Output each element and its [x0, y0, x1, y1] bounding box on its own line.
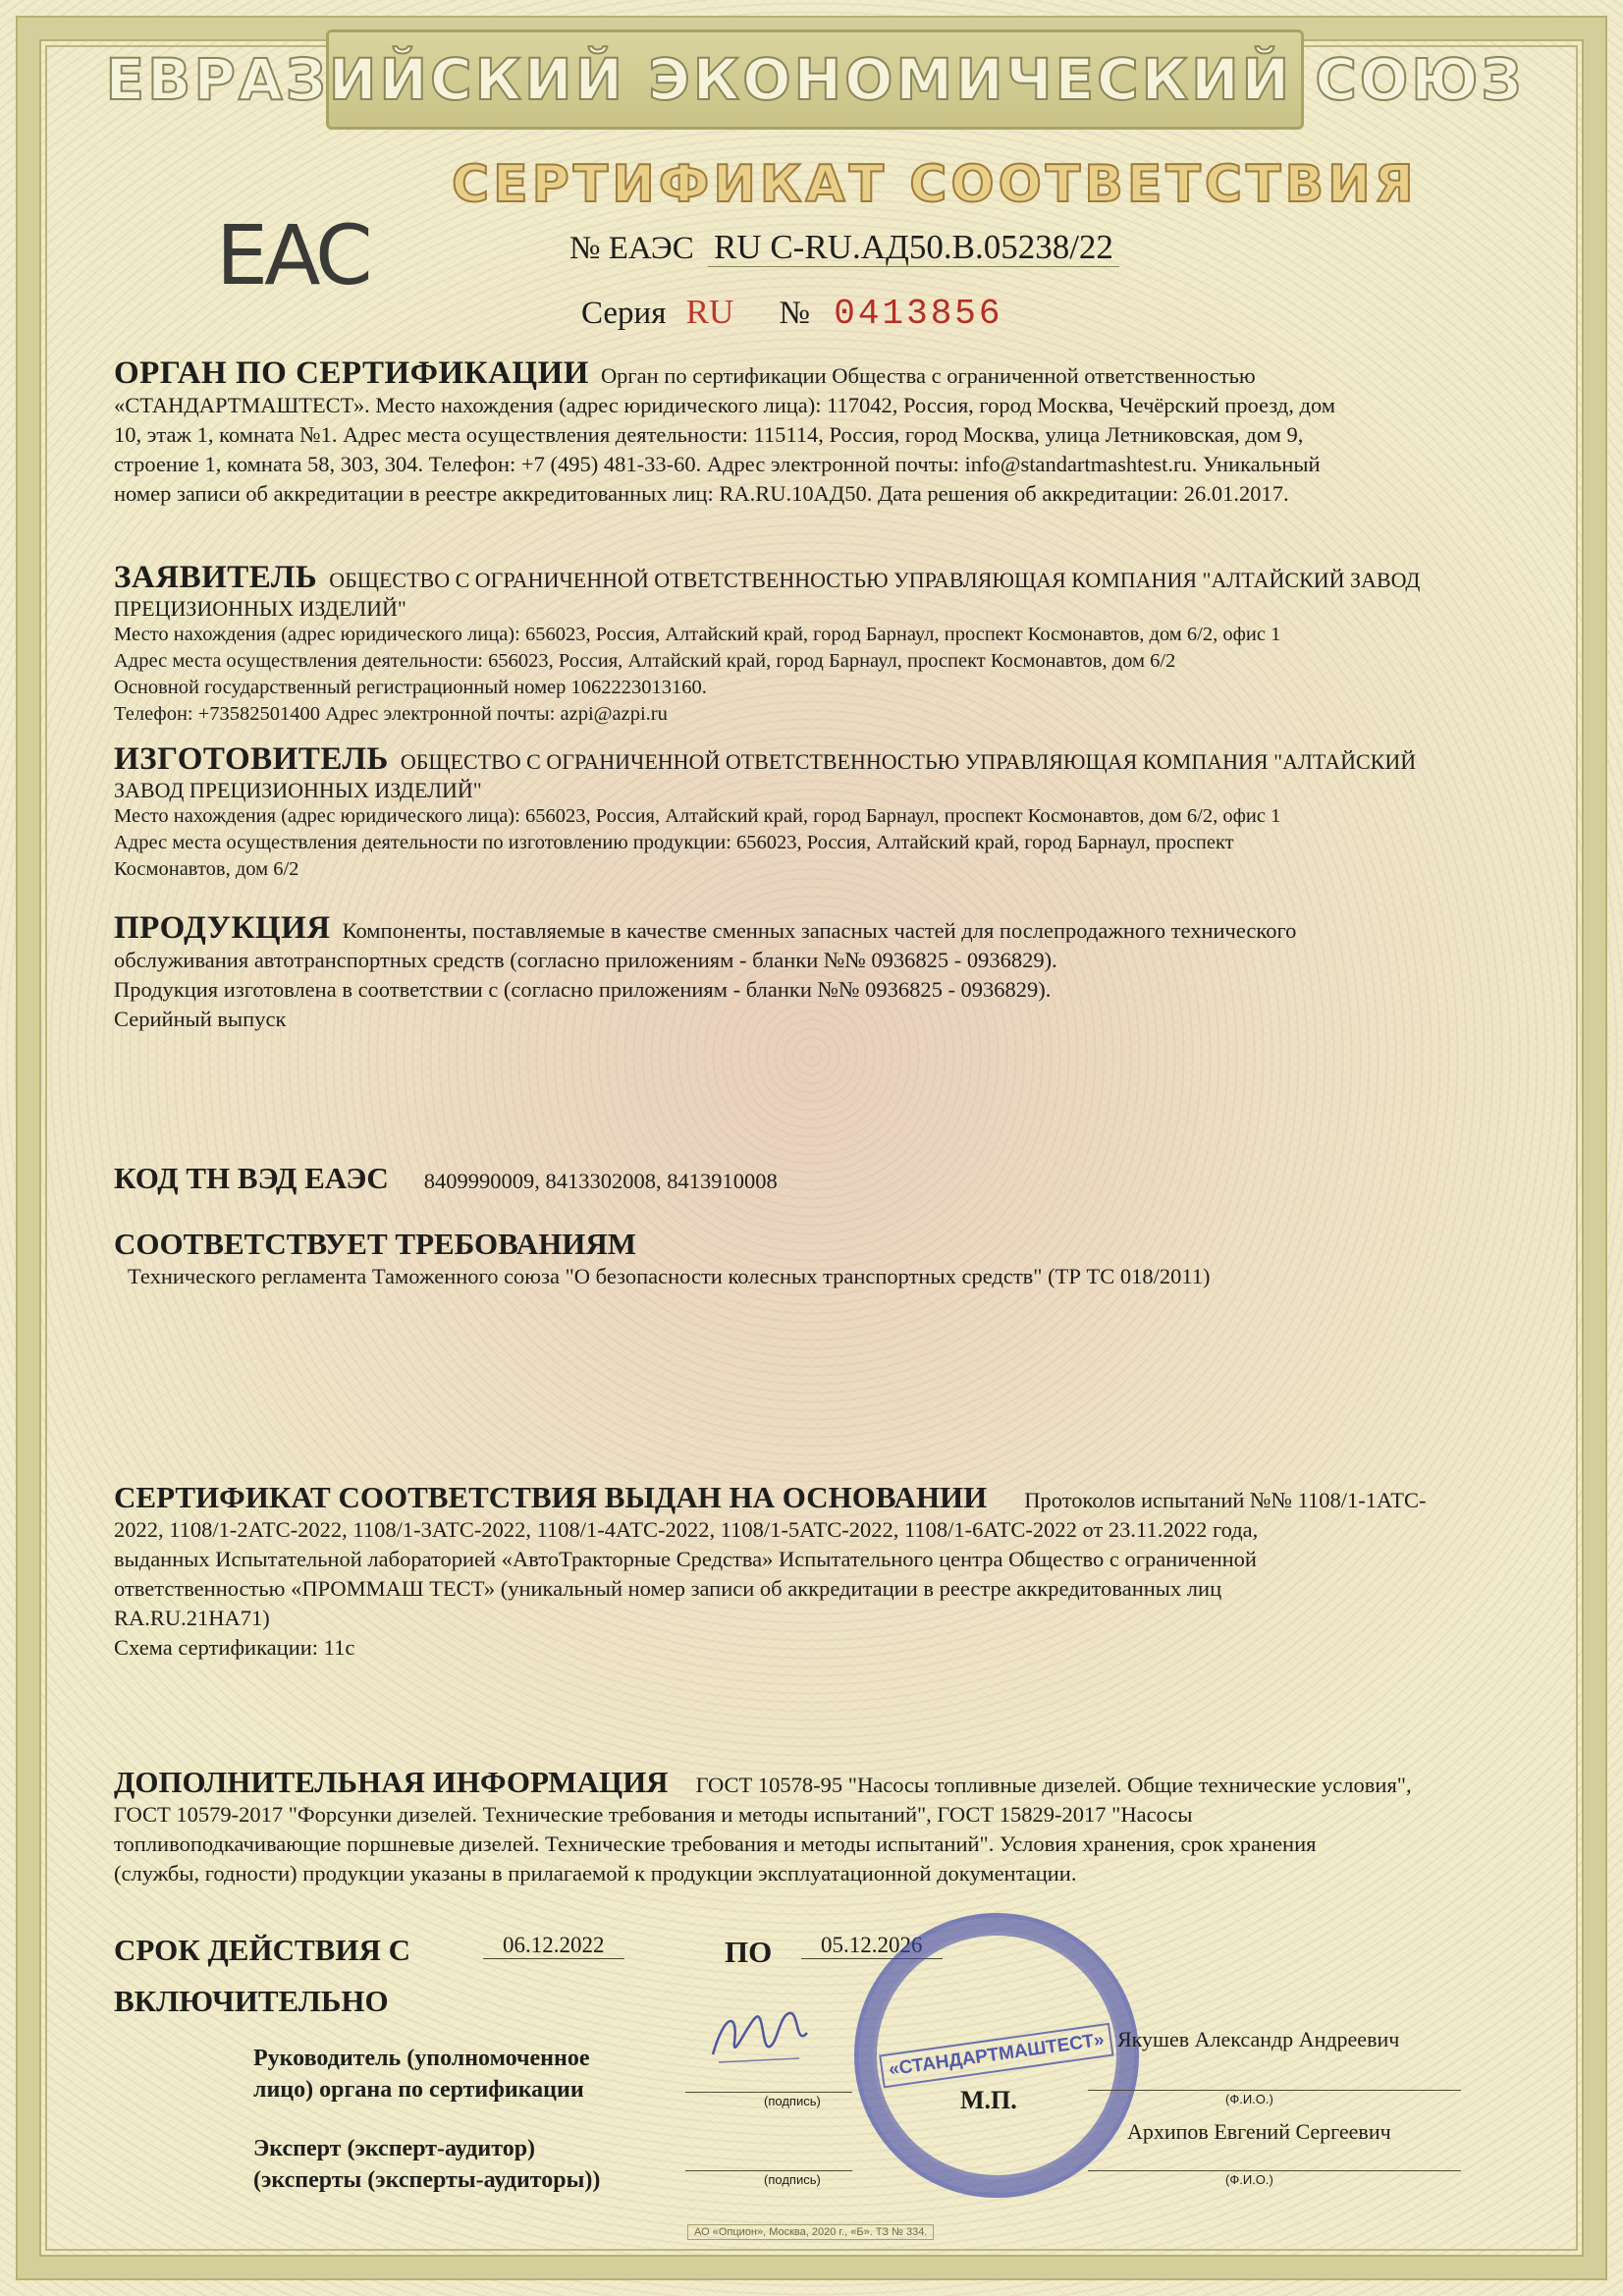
- head-label-line2: лицо) органа по сертификации: [253, 2077, 584, 2103]
- section-line: Компоненты, поставляемые в качестве сменных запасных частей для послепродажного технического: [342, 918, 1297, 943]
- blank-number: 0413856: [834, 294, 1003, 334]
- section-line: «СТАНДАРТМАШТЕСТ». Место нахождения (адрес юридического лица): 117042, Россия, город Москва, Чечёрский проезд, дом: [114, 393, 1336, 417]
- head-label-line1: Руководитель (уполномоченное: [253, 2046, 590, 2071]
- section-heading: ЗАЯВИТЕЛЬ: [114, 560, 318, 595]
- section-line: 2022, 1108/1-2АТС-2022, 1108/1-3АТС-2022, 1108/1-4АТС-2022, 1108/1-5АТС-2022, 1108/1-6АТС-2022 от 23.11.2022 года,: [114, 1517, 1259, 1542]
- section-heading: КОД ТН ВЭД ЕАЭС: [114, 1161, 389, 1195]
- section-line: ответственностью «ПРОММАШ ТЕСТ» (уникальный номер записи об аккредитации в реестре аккредитованных лиц: [114, 1576, 1222, 1601]
- union-title: ЕВРАЗИЙСКИЙ ЭКОНОМИЧЕСКИЙ СОЮЗ: [105, 46, 1525, 113]
- section-line: Протоколов испытаний №№ 1108/1-1АТС-: [1024, 1488, 1427, 1512]
- stamp-text: «СТАНДАРТМАШТЕСТ»: [879, 2023, 1114, 2089]
- printer-imprint: АО «Опцион», Москва, 2020 г., «Б». ТЗ № 334.: [687, 2224, 934, 2240]
- section-line: Серийный выпуск: [114, 1007, 287, 1031]
- seal-place-label: М.П.: [960, 2086, 1017, 2114]
- section-line: Технического регламента Таможенного союза "О безопасности колесных транспортных средств" (ТР ТС 018/2011): [128, 1264, 1211, 1288]
- expert-label-line1: Эксперт (эксперт-аудитор): [253, 2136, 536, 2161]
- eac-logo: EAC: [216, 207, 369, 303]
- section-applicant: [114, 560, 1508, 728]
- section-line: Основной государственный регистрационный номер 1062223013160.: [114, 677, 707, 698]
- section-heading: СООТВЕТСТВУЕТ ТРЕБОВАНИЯМ: [114, 1227, 637, 1261]
- section-line: ЗАВОД ПРЕЦИЗИОННЫХ ИЗДЕЛИЙ": [114, 778, 482, 802]
- signature-block: [253, 2027, 1481, 2227]
- section-heading: СЕРТИФИКАТ СООТВЕТСТВИЯ ВЫДАН НА ОСНОВАНИИ: [114, 1480, 988, 1514]
- head-fio-caption: (Ф.И.О.): [1225, 2092, 1273, 2106]
- section-line: Место нахождения (адрес юридического лица): 656023, Россия, Алтайский край, город Барнаул, проспект Космонавтов, дом 6/2, офис 1: [114, 624, 1281, 645]
- section-manufacturer: [114, 741, 1508, 883]
- expert-fio-line: [1088, 2170, 1461, 2171]
- series-value: RU: [685, 293, 734, 331]
- section-line: Схема сертификации: 11с: [114, 1635, 355, 1660]
- section-line: Телефон: +73582501400 Адрес электронной почты: azpi@azpi.ru: [114, 703, 668, 725]
- validity-to-label: ПО: [725, 1935, 773, 1969]
- section-line: Космонавтов, дом 6/2: [114, 858, 299, 880]
- expert-label-line2: (эксперты (эксперты-аудиторы)): [253, 2167, 601, 2193]
- section-line: (службы, годности) продукции указаны в прилагаемой к продукции эксплуатационной документации.: [114, 1861, 1077, 1886]
- section-line: обслуживания автотранспортных средств (согласно приложениям - бланки №№ 0936825 - 0936829).: [114, 948, 1057, 972]
- head-fio-line: [1088, 2090, 1461, 2091]
- section-line: RA.RU.21НА71): [114, 1606, 270, 1630]
- head-signature-caption: (подпись): [764, 2094, 821, 2108]
- section-line: 10, этаж 1, комната №1. Адрес места осуществления деятельности: 115114, Россия, город Москва, улица Летниковская, дом 9,: [114, 422, 1304, 447]
- union-banner: [105, 29, 1525, 130]
- section-line: ОБЩЕСТВО С ОГРАНИЧЕННОЙ ОТВЕТСТВЕННОСТЬЮ УПРАВЛЯЮЩАЯ КОМПАНИЯ "АЛТАЙСКИЙ: [400, 749, 1417, 774]
- section-heading: ПРОДУКЦИЯ: [114, 910, 331, 946]
- section-line: ОБЩЕСТВО С ОГРАНИЧЕННОЙ ОТВЕТСТВЕННОСТЬЮ УПРАВЛЯЮЩАЯ КОМПАНИЯ "АЛТАЙСКИЙ ЗАВОД: [329, 568, 1421, 592]
- section-heading: ИЗГОТОВИТЕЛЬ: [114, 741, 389, 777]
- certificate-number: [569, 228, 1119, 267]
- section-conforms: [114, 1227, 1508, 1291]
- head-name: Якушев Александр Андреевич: [1117, 2027, 1400, 2051]
- section-line: Место нахождения (адрес юридического лица): 656023, Россия, Алтайский край, город Барнаул, проспект Космонавтов, дом 6/2, офис 1: [114, 805, 1281, 827]
- section-line: ГОСТ 10579-2017 "Форсунки дизелей. Технические требования и методы испытаний", ГОСТ 15829-2017 "Насосы: [114, 1802, 1193, 1827]
- section-heading: ОРГАН ПО СЕРТИФИКАЦИИ: [114, 355, 589, 391]
- section-additional-info: [114, 1765, 1508, 1888]
- section-line: Адрес места осуществления деятельности по изготовлению продукции: 656023, Россия, Алтайский край, город Барнаул, проспект: [114, 832, 1234, 853]
- section-tnved: [114, 1161, 1508, 1196]
- section-line: Продукция изготовлена в соответствии с (согласно приложениям - бланки №№ 0936825 - 0936829).: [114, 977, 1052, 1002]
- section-line: Адрес места осуществления деятельности: 656023, Россия, Алтайский край, город Барнаул, проспект Космонавтов, дом 6/2: [114, 650, 1176, 672]
- series-row: [581, 293, 1003, 334]
- head-signature-line: [685, 2092, 852, 2093]
- series-label: Серия: [581, 296, 667, 331]
- blank-number-label: №: [779, 296, 811, 331]
- section-certification-body: [114, 355, 1508, 509]
- validity-from-label: СРОК ДЕЙСТВИЯ С: [114, 1933, 410, 1967]
- expert-name: Архипов Евгений Сергеевич: [1127, 2119, 1391, 2144]
- expert-fio-caption: (Ф.И.О.): [1225, 2172, 1273, 2187]
- section-heading: ДОПОЛНИТЕЛЬНАЯ ИНФОРМАЦИЯ: [114, 1765, 669, 1799]
- section-line: Орган по сертификации Общества с ограниченной ответственностью: [600, 363, 1256, 388]
- section-line: выданных Испытательной лабораторией «АвтоТракторные Средства» Испытательного центра Общество с ограниченной: [114, 1547, 1257, 1571]
- expert-signature-caption: (подпись): [764, 2172, 821, 2187]
- expert-signature-line: [685, 2170, 852, 2171]
- validity-inclusive-label: ВКЛЮЧИТЕЛЬНО: [114, 1984, 389, 2018]
- validity-from-date: 06.12.2022: [483, 1933, 624, 1959]
- number-value: RU C-RU.АД50.В.05238/22: [708, 228, 1119, 267]
- document-title: СЕРТИФИКАТ СООТВЕТСТВИЯ: [452, 155, 1418, 214]
- number-label: № ЕАЭС: [569, 231, 694, 266]
- section-line: ПРЕЦИЗИОННЫХ ИЗДЕЛИЙ": [114, 596, 406, 621]
- section-product: [114, 910, 1508, 1034]
- validity-to-date: 05.12.2026: [801, 1933, 943, 1959]
- tnved-codes: 8409990009, 8413302008, 8413910008: [423, 1169, 778, 1193]
- section-line: строение 1, комната 58, 303, 304. Телефон: +7 (495) 481-33-60. Адрес электронной почты: info@standartmashtest.ru. Уникальный: [114, 452, 1321, 476]
- section-line: топливоподкачивающие поршневые дизелей. Технические требования и методы испытаний". Условия хранения, срок хранения: [114, 1831, 1317, 1856]
- section-line: номер записи об аккредитации в реестре аккредитованных лиц: RA.RU.10АД50. Дата решения об аккредитации: 26.01.2017.: [114, 481, 1289, 506]
- section-line: ГОСТ 10578-95 "Насосы топливные дизелей. Общие технические условия",: [695, 1773, 1412, 1797]
- section-basis: [114, 1480, 1508, 1663]
